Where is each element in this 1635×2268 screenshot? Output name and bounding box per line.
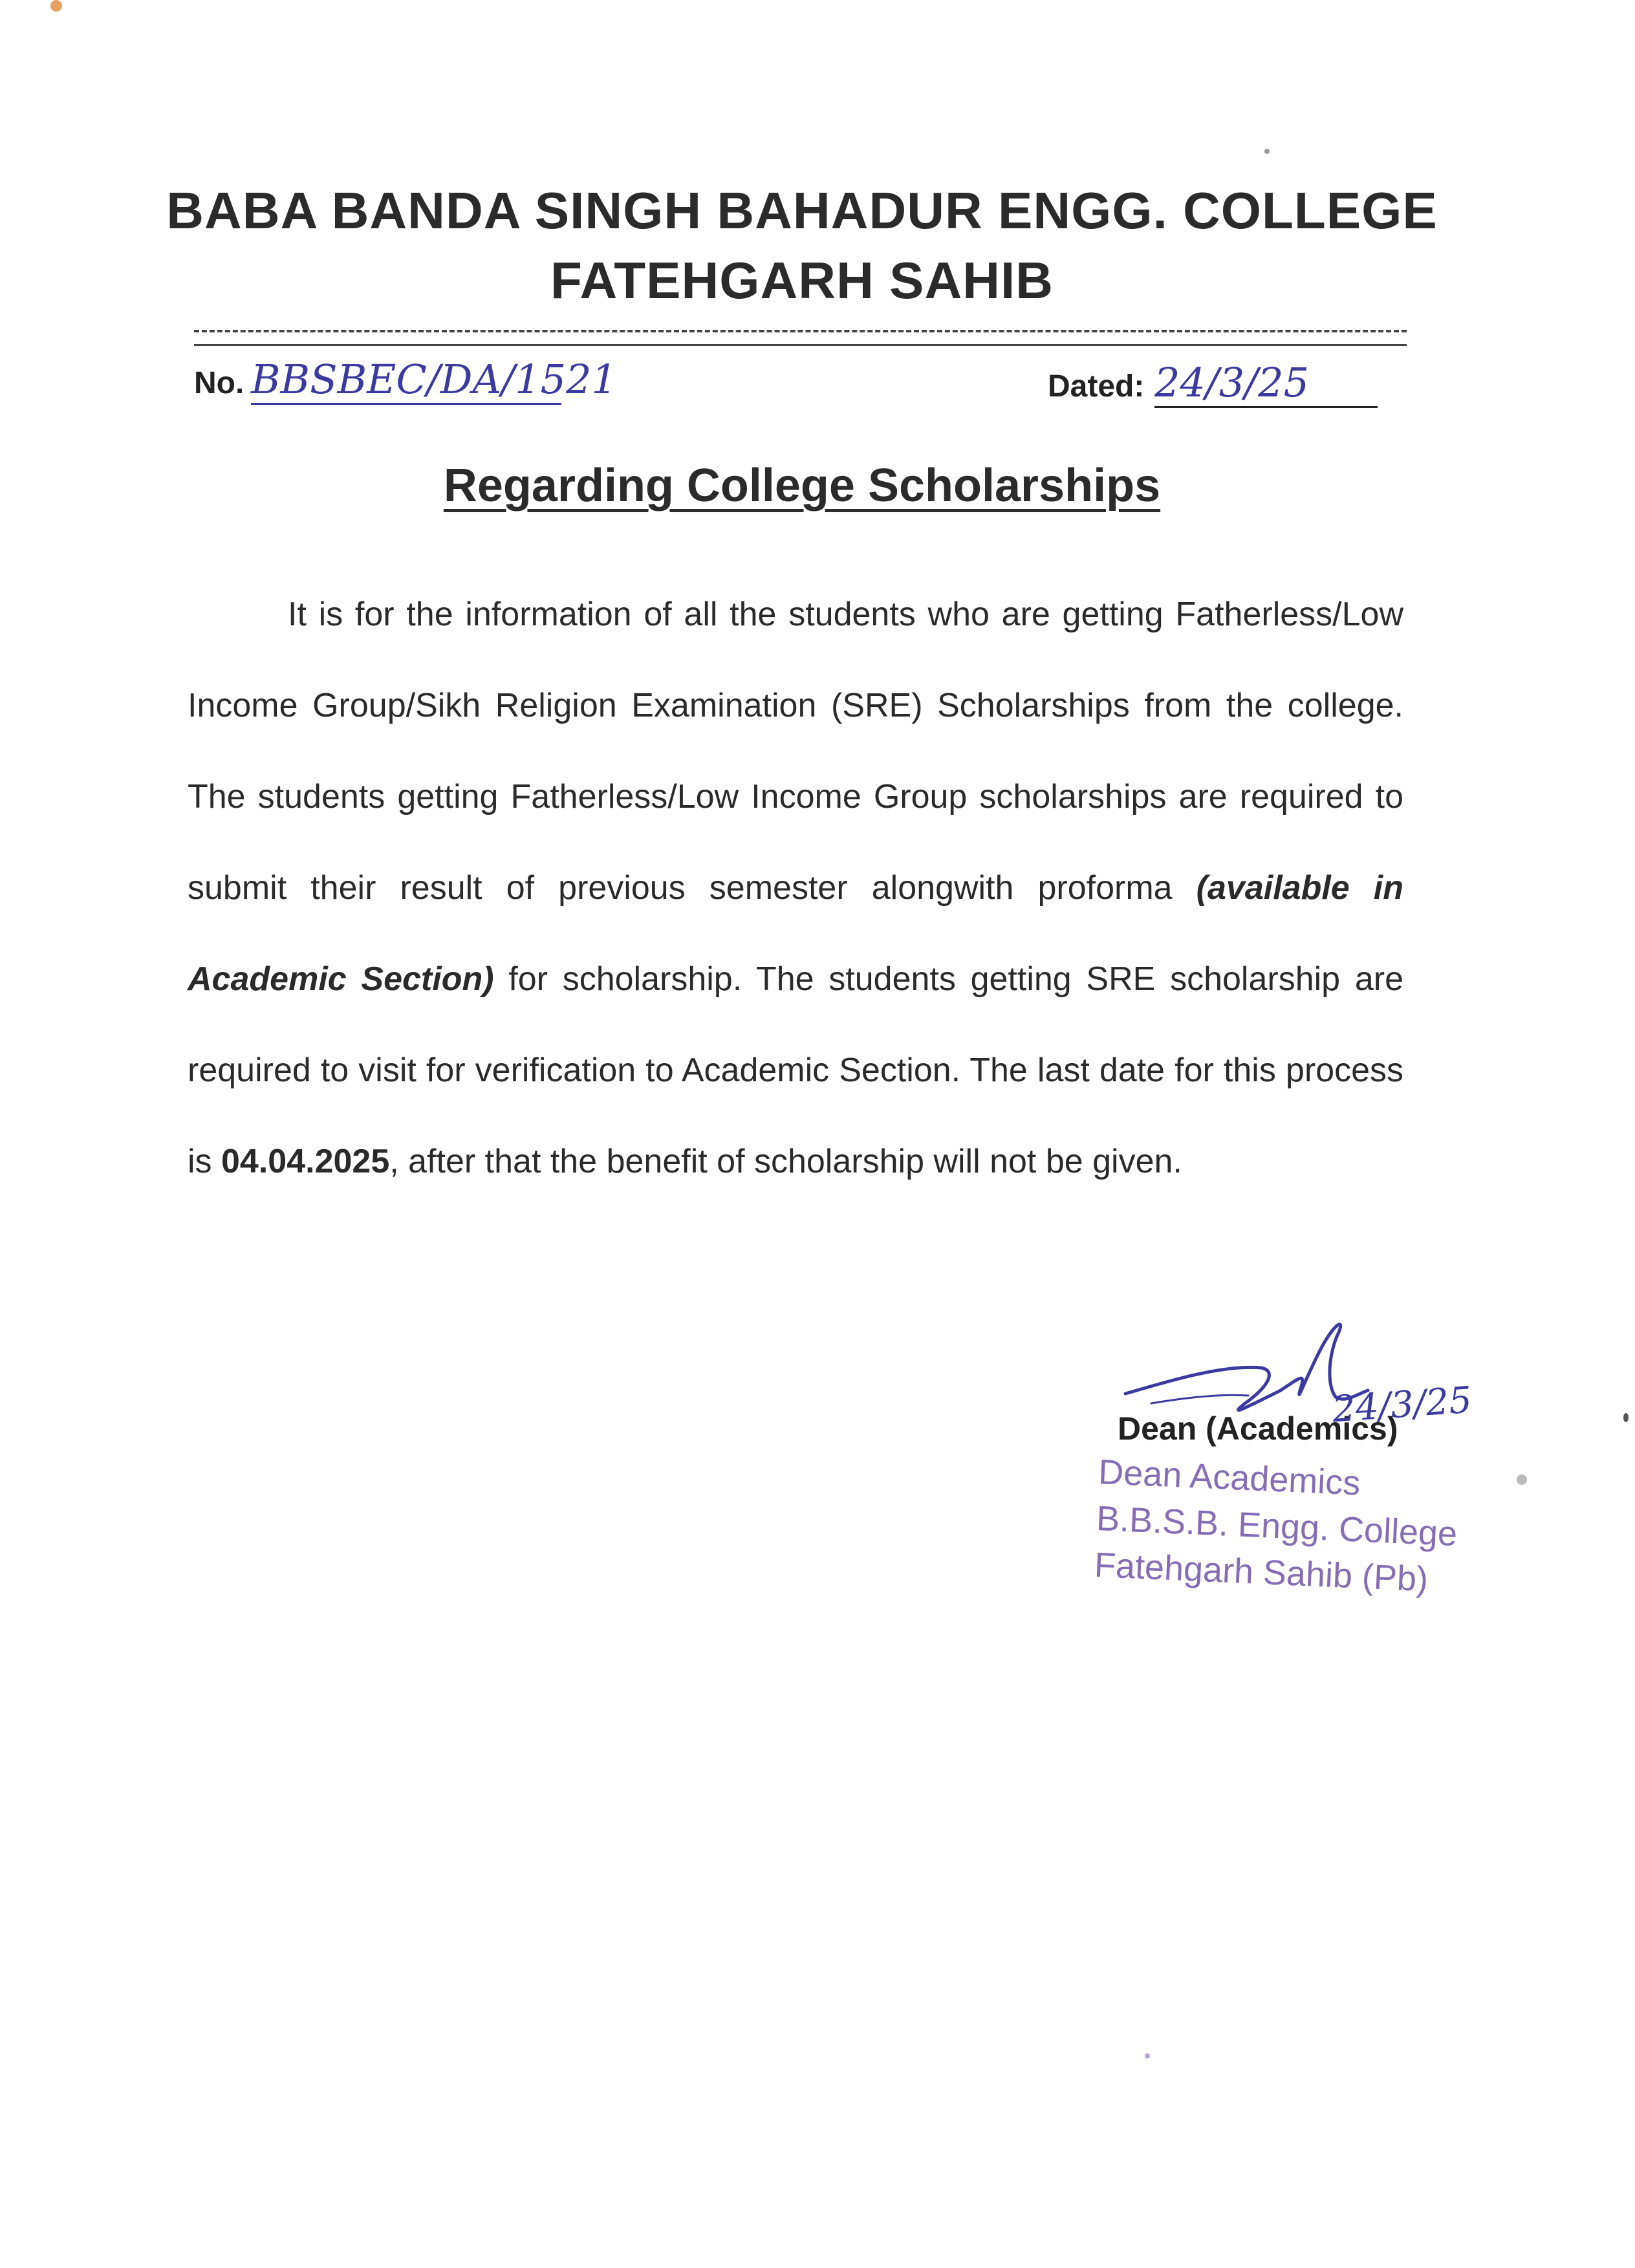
notice-subject: Regarding College Scholarships: [443, 460, 1161, 512]
stamp-line-2: B.B.S.B. Engg. College: [1095, 1498, 1458, 1554]
stamp-line-1: Dean Academics: [1098, 1452, 1361, 1503]
college-city: FATEHGARH SAHIB: [550, 252, 1054, 309]
dated-value: 24/3/25: [1154, 359, 1378, 408]
notice-body: [188, 569, 1403, 1207]
notice-body-part3: , after that the benefit of scholarship will not be given.: [389, 1143, 1182, 1180]
notice-last-date: 04.04.2025: [221, 1143, 390, 1180]
dated-label: Dated:: [1048, 369, 1145, 404]
notice-body-part2: for scholarship. The students getting SRE scholarship are required to visit for verification to Academic Section. The last date for this process is: [188, 960, 1403, 1180]
notice-body-italic: (available in Academic Section): [188, 869, 1403, 998]
reference-number-value: BBSBEC/DA/1521: [251, 356, 561, 405]
notice-body-part1: It is for the information of all the students who are getting Fatherless/Low Income Group/Sikh Religion Examination (SRE) Scholarships from the college. The students getting Fatherless/Low Income Group scholarships are required to submit their result of previous semester alongwith proforma: [188, 596, 1403, 907]
college-name: BABA BANDA SINGH BAHADUR ENGG. COLLEGE: [166, 182, 1438, 239]
scan-speck: [1517, 1474, 1527, 1485]
signatory-title: Dean (Academics): [1118, 1410, 1398, 1447]
signature-date: 24/3/25: [1330, 1379, 1473, 1431]
header-dashed-rule: [194, 330, 1407, 332]
stamp-line-3: Fatehgarh Sahib (Pb): [1093, 1545, 1429, 1599]
scan-speck: [1623, 1413, 1629, 1422]
scan-speck: [50, 0, 62, 12]
reference-number-label: No.: [194, 366, 244, 400]
header-solid-rule: [194, 344, 1407, 346]
scan-speck: [1264, 149, 1270, 154]
scan-speck: [1145, 2053, 1150, 2058]
official-stamp: [1094, 1449, 1460, 1604]
